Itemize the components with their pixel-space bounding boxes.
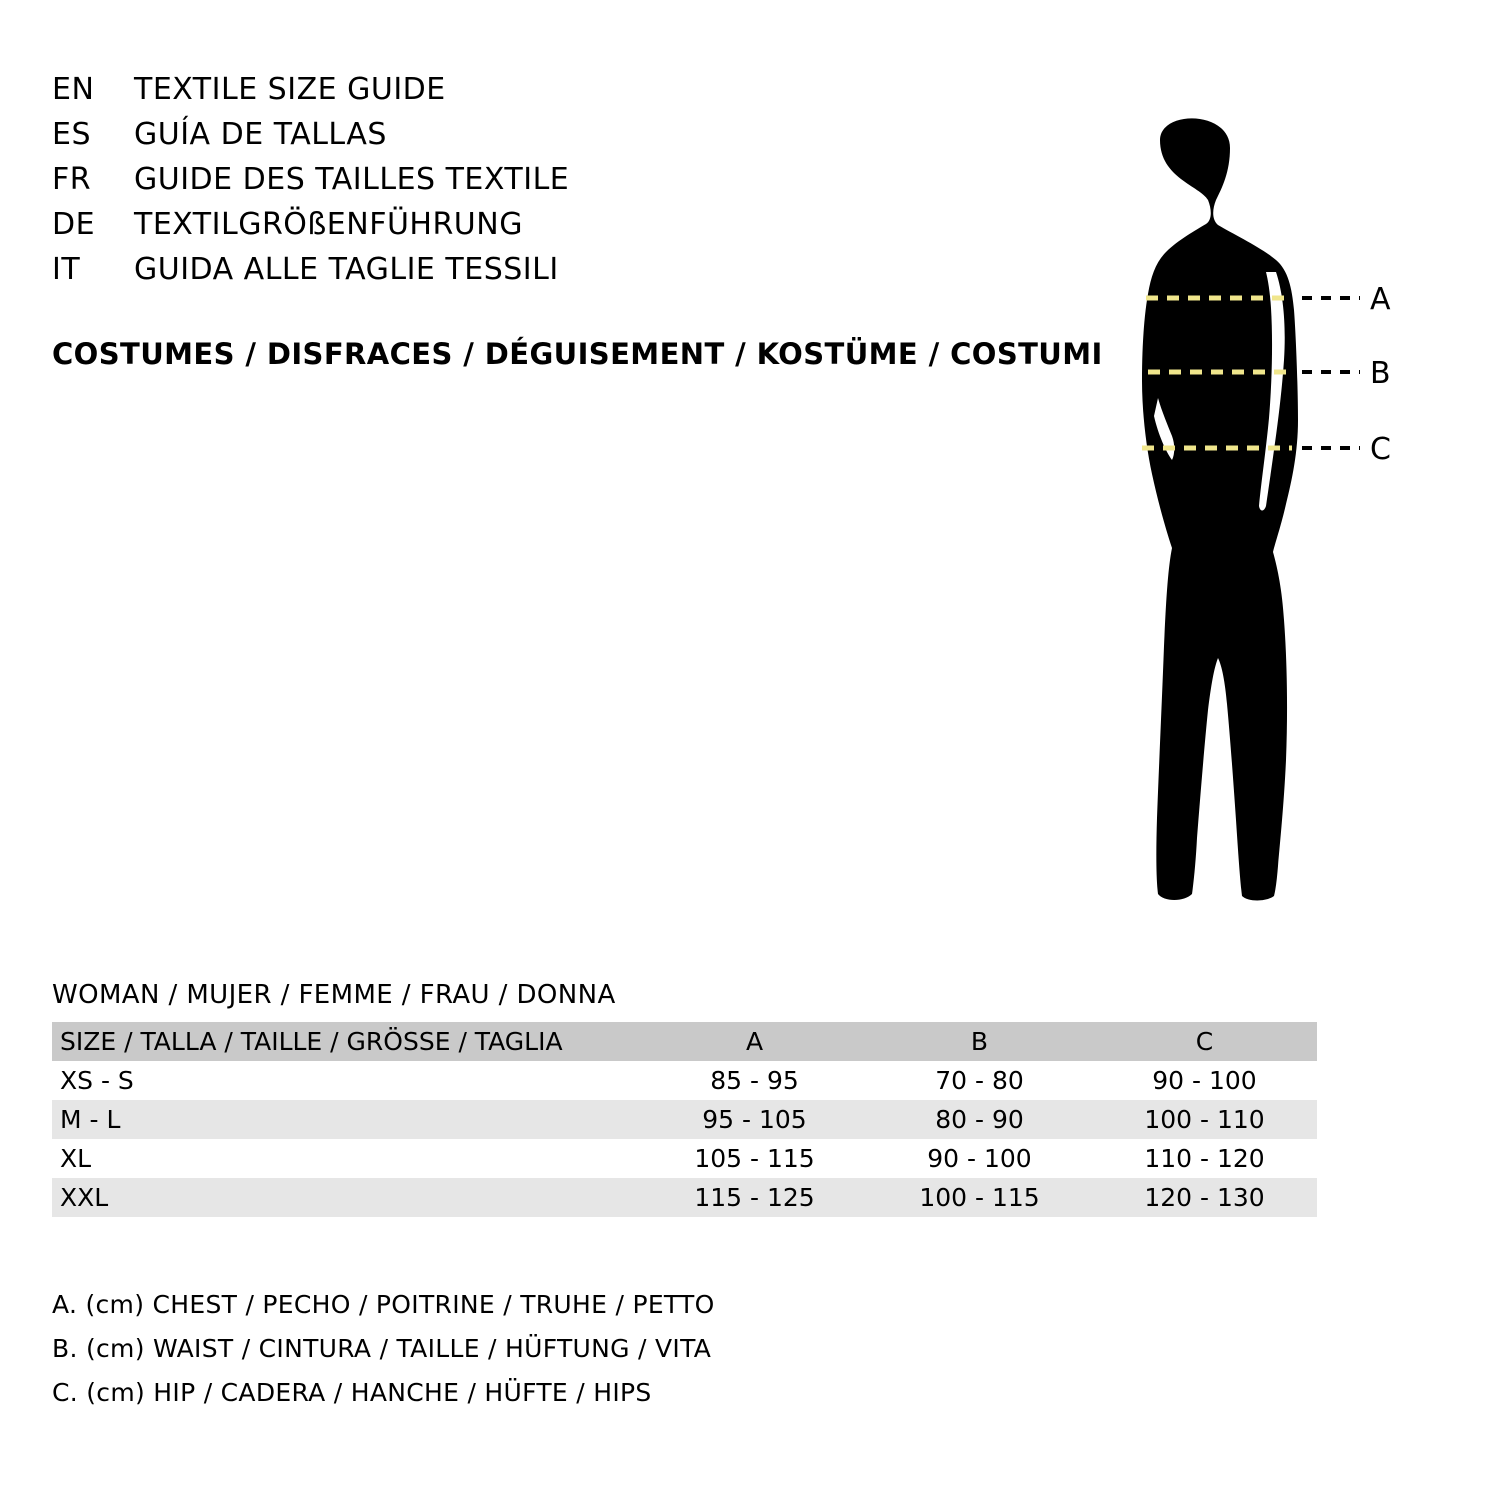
table-row	[52, 1061, 1317, 1100]
table-row	[52, 1139, 1317, 1178]
column-header-c: C	[1195, 1027, 1214, 1056]
language-text-de: TEXTILGRÖßENFÜHRUNG	[134, 207, 523, 242]
measure-label-c: C	[1370, 432, 1391, 467]
cell-a: 105 - 115	[694, 1144, 815, 1173]
cell-a: 85 - 95	[710, 1066, 799, 1095]
language-row-en	[52, 72, 1012, 117]
cell-c: 110 - 120	[1144, 1144, 1265, 1173]
legend-item-b: B. (cm) WAIST / CINTURA / TAILLE / HÜFTUNG / VITA	[52, 1334, 712, 1363]
language-row-it	[52, 252, 1012, 297]
cell-b: 70 - 80	[935, 1066, 1024, 1095]
table-header-row	[52, 1022, 1317, 1061]
measurement-legend	[52, 1290, 1052, 1422]
measure-label-b: B	[1370, 356, 1391, 391]
size-table-block	[52, 980, 1317, 1217]
language-row-de	[52, 207, 1012, 252]
cell-c: 90 - 100	[1152, 1066, 1257, 1095]
language-text-fr: GUIDE DES TAILLES TEXTILE	[134, 162, 570, 197]
measure-label-a: A	[1370, 282, 1391, 317]
cell-size: M - L	[60, 1105, 121, 1134]
language-list	[52, 72, 1012, 297]
language-text-es: GUÍA DE TALLAS	[134, 117, 387, 152]
cell-b: 90 - 100	[927, 1144, 1032, 1173]
language-code-en: EN	[52, 72, 95, 107]
language-code-fr: FR	[52, 162, 92, 197]
page-title: COSTUMES / DISFRACES / DÉGUISEMENT / KOSTÜME / COSTUMI	[52, 337, 1103, 371]
cell-a: 115 - 125	[694, 1183, 815, 1212]
language-code-es: ES	[52, 117, 91, 152]
language-code-de: DE	[52, 207, 96, 242]
legend-item-c: C. (cm) HIP / CADERA / HANCHE / HÜFTE / HIPS	[52, 1378, 652, 1407]
language-text-en: TEXTILE SIZE GUIDE	[134, 72, 446, 107]
cell-c: 120 - 130	[1144, 1183, 1265, 1212]
size-table	[52, 1022, 1317, 1217]
cell-size: XXL	[60, 1183, 109, 1212]
language-row-es	[52, 117, 1012, 162]
language-text-it: GUIDA ALLE TAGLIE TESSILI	[134, 252, 559, 287]
table-row	[52, 1178, 1317, 1217]
language-row-fr	[52, 162, 1012, 207]
cell-b: 100 - 115	[919, 1183, 1040, 1212]
woman-silhouette-icon	[1030, 60, 1450, 940]
legend-item-a: A. (cm) CHEST / PECHO / POITRINE / TRUHE / PETTO	[52, 1290, 715, 1319]
cell-a: 95 - 105	[702, 1105, 807, 1134]
cell-size: XL	[60, 1144, 92, 1173]
table-row	[52, 1100, 1317, 1139]
cell-b: 80 - 90	[935, 1105, 1024, 1134]
column-header-b: B	[970, 1027, 989, 1056]
column-header-size: SIZE / TALLA / TAILLE / GRÖSSE / TAGLIA	[60, 1027, 563, 1056]
column-header-a: A	[745, 1027, 764, 1056]
figure-illustration	[1030, 60, 1450, 940]
cell-size: XS - S	[60, 1066, 134, 1095]
table-caption: WOMAN / MUJER / FEMME / FRAU / DONNA	[52, 980, 616, 1010]
language-code-it: IT	[52, 252, 81, 287]
cell-c: 100 - 110	[1144, 1105, 1265, 1134]
